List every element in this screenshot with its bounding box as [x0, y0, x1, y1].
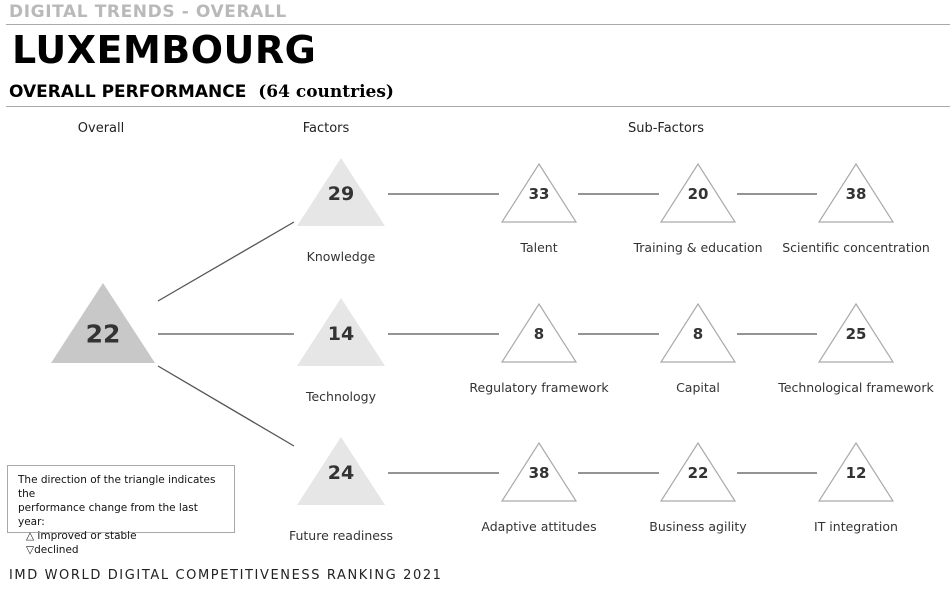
legend-improved [18, 529, 226, 543]
subfactor-label-business-agility: Business agility [649, 519, 747, 534]
report-supertitle: DIGITAL TRENDS - OVERALL [9, 2, 287, 22]
legend-line-2: performance change from the last year: [18, 502, 198, 528]
subfactor-label-training-education: Training & education [633, 240, 763, 255]
connector-overall-future-readiness [158, 366, 294, 446]
down-triangle-icon: ▽ [26, 544, 35, 556]
connector-overall-knowledge [158, 222, 294, 301]
subfactor-label-capital: Capital [676, 380, 720, 395]
column-header-overall: Overall [77, 121, 125, 136]
legend-line-1: The direction of the triangle indicates the [18, 474, 216, 500]
legend-box [7, 465, 235, 556]
subfactor-rank-training-education: 20 [687, 185, 709, 203]
legend-declined-text: declined [34, 544, 79, 556]
section-title-text: OVERALL PERFORMANCE [9, 82, 247, 102]
factor-label-knowledge: Knowledge [306, 249, 376, 264]
subfactor-label-it-integration: IT integration [814, 519, 898, 534]
legend-declined [18, 543, 226, 557]
overall-rank: 22 [85, 319, 121, 349]
subfactor-rank-adaptive-attitudes: 38 [528, 464, 550, 482]
subfactor-label-talent: Talent [520, 240, 558, 255]
subfactor-rank-business-agility: 22 [687, 464, 709, 482]
section-subtitle: (64 countries) [258, 82, 394, 102]
subfactor-rank-scientific-concentration: 38 [845, 185, 867, 203]
report-footer: IMD WORLD DIGITAL COMPETITIVENESS RANKING 2021 [9, 568, 443, 583]
factor-rank-future-readiness: 24 [327, 462, 355, 484]
up-triangle-icon: △ [26, 530, 35, 542]
subfactor-label-regulatory-framework: Regulatory framework [469, 380, 609, 395]
column-header-subfactors: Sub-Factors [627, 121, 705, 136]
subfactor-rank-technological-framework: 25 [845, 325, 867, 343]
subfactor-rank-it-integration: 12 [845, 464, 867, 482]
subfactor-label-adaptive-attitudes: Adaptive attitudes [481, 519, 597, 534]
legend-improved-text: improved or stable [37, 530, 137, 542]
subfactor-rank-talent: 33 [528, 185, 550, 203]
subfactor-rank-capital: 8 [692, 325, 704, 343]
subfactor-label-technological-framework: Technological framework [778, 380, 934, 395]
factor-rank-technology: 14 [327, 323, 355, 345]
column-header-factors: Factors [302, 121, 350, 136]
subfactor-rank-regulatory-framework: 8 [533, 325, 545, 343]
country-title: LUXEMBOURG [12, 28, 317, 72]
factor-rank-knowledge: 29 [327, 183, 355, 205]
factor-label-technology: Technology [305, 389, 377, 404]
factor-label-future-readiness: Future readiness [288, 528, 394, 543]
subfactor-label-scientific-concentration: Scientific concentration [782, 240, 930, 255]
